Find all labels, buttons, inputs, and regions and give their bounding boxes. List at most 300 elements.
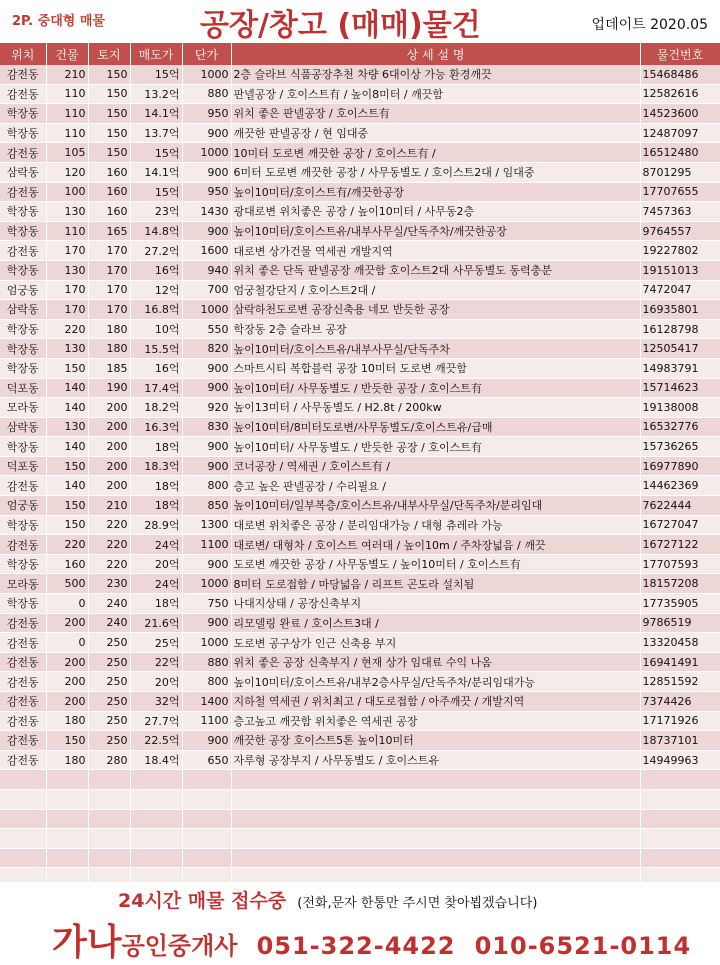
cell-description: 위치 좋은 단독 판넬공장 깨끗함 호이스트2대 사무동별도 동력충분 (231, 260, 640, 280)
cell-building: 180 (46, 750, 88, 770)
cell-land: 200 (88, 417, 130, 437)
cell-listing-id: 19138008 (640, 398, 720, 418)
col-header-location[interactable]: 위치 (0, 43, 46, 65)
table-row[interactable] (0, 515, 720, 535)
cell-description: 판넬공장 / 호이스트有 / 높이8미터 / 깨끗함 (231, 84, 640, 104)
table-header-row (0, 43, 720, 65)
cell-location: 감전동 (0, 535, 46, 555)
cell-land: 250 (88, 652, 130, 672)
cell-location: 학장동 (0, 260, 46, 280)
cell-building: 140 (46, 476, 88, 496)
cell-unit-price: 900 (182, 554, 231, 574)
cell-building: 200 (46, 672, 88, 692)
cell-description: 높이10미터/호이스트유/내부2층사무실/단독주차/분리임대가능 (231, 672, 640, 692)
cell-description: 스마트시티 복합블럭 공장 10미터 도로변 깨끗함 (231, 358, 640, 378)
cell-unit-price: 940 (182, 260, 231, 280)
cell-description: 대로변 위치좋은 공장 / 분리임대가능 / 대형 츄레라 가능 (231, 515, 640, 535)
cell-price: 20억 (130, 554, 182, 574)
cell-description: 학장동 2층 슬라브 공장 (231, 319, 640, 339)
cell-location: 학장동 (0, 123, 46, 143)
cell-price: 16억 (130, 260, 182, 280)
cell-listing-id: 16128798 (640, 319, 720, 339)
cell-listing-id: 16512480 (640, 143, 720, 163)
cell-location: 감전동 (0, 652, 46, 672)
cell-building: 500 (46, 574, 88, 594)
cell-location: 학장동 (0, 221, 46, 241)
cell-unit-price (182, 809, 231, 829)
cell-price: 24억 (130, 535, 182, 555)
tagline-note: (전화,문자 한통만 주시면 찾아뵙겠습니다) (297, 896, 538, 911)
cell-listing-id: 14949963 (640, 750, 720, 770)
cell-listing-id: 17707655 (640, 182, 720, 202)
cell-land: 250 (88, 711, 130, 731)
cell-location: 학장동 (0, 104, 46, 124)
cell-location: 삼락동 (0, 300, 46, 320)
table-row[interactable] (0, 731, 720, 751)
cell-description: 높이10미터/호이스트유/내부사무실/단독주차 (231, 339, 640, 359)
cell-location (0, 789, 46, 809)
cell-listing-id: 7374426 (640, 692, 720, 712)
cell-land: 160 (88, 202, 130, 222)
cell-price: 28.9억 (130, 515, 182, 535)
col-header-land[interactable]: 토지 (88, 43, 130, 65)
cell-building (46, 770, 88, 790)
cell-land (88, 770, 130, 790)
cell-land: 220 (88, 515, 130, 535)
cell-description (231, 770, 640, 790)
cell-description: 도로변 깨끗한 공장 / 사무동별도 / 높이10미터 / 호이스트有 (231, 554, 640, 574)
cell-land (88, 829, 130, 849)
cell-description (231, 789, 640, 809)
cell-description: 6미터 도로변 깨끗한 공장 / 사무동별도 / 호이스트2대 / 임대중 (231, 162, 640, 182)
cell-building: 120 (46, 162, 88, 182)
cell-land: 150 (88, 84, 130, 104)
cell-description: 높이10미터/ 사무동별도 / 반듯한 공장 / 호이스트有 (231, 437, 640, 457)
cell-location: 감전동 (0, 692, 46, 712)
cell-building: 150 (46, 358, 88, 378)
cell-location: 감전동 (0, 613, 46, 633)
cell-land: 150 (88, 65, 130, 84)
phone-mobile[interactable]: 010-6521-0114 (474, 932, 692, 960)
cell-unit-price: 1000 (182, 574, 231, 594)
table-row[interactable] (0, 711, 720, 731)
cell-unit-price: 1000 (182, 300, 231, 320)
cell-price: 18.3억 (130, 456, 182, 476)
cell-land: 280 (88, 750, 130, 770)
cell-location: 감전동 (0, 241, 46, 261)
cell-unit-price: 900 (182, 358, 231, 378)
cell-listing-id (640, 770, 720, 790)
cell-listing-id: 15736265 (640, 437, 720, 457)
cell-unit-price: 1100 (182, 711, 231, 731)
cell-listing-id: 12851592 (640, 672, 720, 692)
table-row[interactable] (0, 300, 720, 320)
cell-land: 220 (88, 554, 130, 574)
cell-location: 덕포동 (0, 456, 46, 476)
cell-location: 엄궁동 (0, 280, 46, 300)
cell-location: 감전동 (0, 182, 46, 202)
table-row[interactable] (0, 809, 720, 829)
cell-unit-price: 700 (182, 280, 231, 300)
cell-building (46, 829, 88, 849)
cell-land: 165 (88, 221, 130, 241)
table-row[interactable] (0, 437, 720, 457)
cell-listing-id (640, 848, 720, 868)
table-row[interactable] (0, 829, 720, 849)
cell-building: 180 (46, 711, 88, 731)
cell-unit-price: 800 (182, 476, 231, 496)
cell-price: 16.8억 (130, 300, 182, 320)
cell-price: 14.8억 (130, 221, 182, 241)
table-row[interactable] (0, 692, 720, 712)
cell-unit-price: 1100 (182, 535, 231, 555)
table-row[interactable] (0, 574, 720, 594)
cell-building: 150 (46, 731, 88, 751)
table-row[interactable] (0, 260, 720, 280)
cell-land: 160 (88, 162, 130, 182)
cell-unit-price: 900 (182, 378, 231, 398)
table-row[interactable] (0, 221, 720, 241)
cell-unit-price: 1300 (182, 515, 231, 535)
cell-building: 110 (46, 123, 88, 143)
cell-land: 250 (88, 692, 130, 712)
cell-price (130, 829, 182, 849)
cell-listing-id: 16941491 (640, 652, 720, 672)
cell-land: 240 (88, 613, 130, 633)
cell-building: 130 (46, 260, 88, 280)
cell-unit-price (182, 829, 231, 849)
cell-unit-price: 650 (182, 750, 231, 770)
cell-building: 110 (46, 104, 88, 124)
cell-description: 위치 좋은 공장 신축부지 / 현재 상가 임대료 수익 나옴 (231, 652, 640, 672)
cell-price: 14.1억 (130, 104, 182, 124)
cell-unit-price: 1000 (182, 65, 231, 84)
cell-description: 높이10미터/일부복층/호이스트유/내부사무실/단독주차/분리임대 (231, 496, 640, 516)
cell-location: 학장동 (0, 515, 46, 535)
cell-building: 160 (46, 554, 88, 574)
cell-land: 160 (88, 182, 130, 202)
cell-unit-price: 1000 (182, 633, 231, 653)
cell-unit-price: 750 (182, 594, 231, 614)
cell-description: 대로변 상가건물 역세권 개발지역 (231, 241, 640, 261)
cell-unit-price (182, 789, 231, 809)
cell-land: 170 (88, 280, 130, 300)
table-row[interactable] (0, 848, 720, 868)
cell-building: 150 (46, 496, 88, 516)
table-row[interactable] (0, 398, 720, 418)
footer-tagline-line (118, 886, 537, 913)
cell-land: 170 (88, 300, 130, 320)
phone-office[interactable]: 051-322-4422 (256, 932, 456, 960)
cell-price: 27.2억 (130, 241, 182, 261)
table-row[interactable] (0, 652, 720, 672)
cell-listing-id: 14983791 (640, 358, 720, 378)
cell-land: 150 (88, 143, 130, 163)
table-row[interactable] (0, 496, 720, 516)
cell-price: 22억 (130, 652, 182, 672)
brand-suffix: 공인중개사 (121, 932, 238, 960)
cell-listing-id (640, 829, 720, 849)
cell-description: 나대지상태 / 공장신축부지 (231, 594, 640, 614)
cell-price: 16.3억 (130, 417, 182, 437)
cell-location: 감전동 (0, 750, 46, 770)
table-row[interactable] (0, 554, 720, 574)
table-row[interactable] (0, 770, 720, 790)
cell-listing-id: 8701295 (640, 162, 720, 182)
table-row[interactable] (0, 202, 720, 222)
cell-building: 170 (46, 241, 88, 261)
cell-land: 185 (88, 358, 130, 378)
col-header-unit-price[interactable]: 단가 (182, 43, 231, 65)
cell-price: 25억 (130, 633, 182, 653)
table-row[interactable] (0, 358, 720, 378)
cell-land: 180 (88, 339, 130, 359)
col-header-listing-id[interactable]: 물건번호 (640, 43, 720, 65)
col-header-building[interactable]: 건물 (46, 43, 88, 65)
cell-building: 220 (46, 535, 88, 555)
cell-land: 150 (88, 123, 130, 143)
table-row[interactable] (0, 143, 720, 163)
cell-price: 21.6억 (130, 613, 182, 633)
cell-price: 16억 (130, 358, 182, 378)
cell-price: 13.7억 (130, 123, 182, 143)
cell-building: 0 (46, 633, 88, 653)
cell-land: 240 (88, 594, 130, 614)
cell-land (88, 789, 130, 809)
cell-location: 학장동 (0, 554, 46, 574)
table-row[interactable] (0, 104, 720, 124)
cell-location: 감전동 (0, 633, 46, 653)
table-row[interactable] (0, 162, 720, 182)
cell-description: 높이13미터 / 사무동별도 / H2.8t / 200kw (231, 398, 640, 418)
cell-description: 층고높고 깨끗함 위치좋은 역세권 공장 (231, 711, 640, 731)
cell-price: 17.4억 (130, 378, 182, 398)
cell-unit-price: 950 (182, 182, 231, 202)
cell-land: 250 (88, 633, 130, 653)
cell-unit-price: 1600 (182, 241, 231, 261)
cell-description: 높이10미터/8미터도로변/사무동별도/호이스트유/급매 (231, 417, 640, 437)
table-row[interactable] (0, 378, 720, 398)
cell-location: 모라동 (0, 398, 46, 418)
cell-listing-id: 19151013 (640, 260, 720, 280)
table-row[interactable] (0, 789, 720, 809)
cell-listing-id: 16727122 (640, 535, 720, 555)
table-row[interactable] (0, 123, 720, 143)
cell-land (88, 809, 130, 829)
cell-building: 150 (46, 456, 88, 476)
cell-land: 250 (88, 672, 130, 692)
table-row[interactable] (0, 476, 720, 496)
cell-description: 엄궁철강단지 / 호이스트2대 / (231, 280, 640, 300)
cell-description: 높이10미터/ 사무동별도 / 반듯한 공장 / 호이스트有 (231, 378, 640, 398)
cell-listing-id: 15468486 (640, 65, 720, 84)
cell-listing-id: 7472047 (640, 280, 720, 300)
cell-building: 100 (46, 182, 88, 202)
cell-building: 130 (46, 202, 88, 222)
update-date: 업데이트 2020.05 (591, 17, 708, 33)
table-row[interactable] (0, 633, 720, 653)
cell-unit-price: 830 (182, 417, 231, 437)
cell-price: 10억 (130, 319, 182, 339)
cell-listing-id: 14462369 (640, 476, 720, 496)
table-row[interactable] (0, 339, 720, 359)
table-row[interactable] (0, 182, 720, 202)
cell-description (231, 829, 640, 849)
cell-description: 대로변/ 대형차 / 호이스트 여러대 / 높이10m / 주차장넓음 / 깨끗 (231, 535, 640, 555)
cell-building: 140 (46, 378, 88, 398)
footer (0, 882, 720, 963)
cell-building: 200 (46, 652, 88, 672)
cell-price: 27.7억 (130, 711, 182, 731)
cell-listing-id: 15714623 (640, 378, 720, 398)
cell-price: 15억 (130, 65, 182, 84)
cell-unit-price: 900 (182, 731, 231, 751)
cell-price: 15.5억 (130, 339, 182, 359)
cell-listing-id: 16532776 (640, 417, 720, 437)
cell-building: 170 (46, 300, 88, 320)
cell-land: 200 (88, 437, 130, 457)
cell-description: 광대로변 위치좋은 공장 / 높이10미터 / 사무동2층 (231, 202, 640, 222)
cell-listing-id: 7457363 (640, 202, 720, 222)
cell-listing-id (640, 789, 720, 809)
cell-location: 학장동 (0, 594, 46, 614)
cell-location: 학장동 (0, 339, 46, 359)
table-row[interactable] (0, 750, 720, 770)
cell-description: 층고 높은 판넬공장 / 수리필요 / (231, 476, 640, 496)
cell-listing-id: 17735905 (640, 594, 720, 614)
cell-listing-id: 16935801 (640, 300, 720, 320)
cell-unit-price: 820 (182, 339, 231, 359)
cell-unit-price: 800 (182, 672, 231, 692)
table-row[interactable] (0, 84, 720, 104)
cell-land: 230 (88, 574, 130, 594)
cell-description: 깨끗한 공장 호이스트5톤 높이10미터 (231, 731, 640, 751)
cell-land: 210 (88, 496, 130, 516)
cell-unit-price: 900 (182, 221, 231, 241)
cell-unit-price: 1400 (182, 692, 231, 712)
cell-listing-id: 12487097 (640, 123, 720, 143)
cell-unit-price: 880 (182, 652, 231, 672)
table-row[interactable] (0, 65, 720, 84)
cell-location: 학장동 (0, 437, 46, 457)
cell-description: 8미터 도로접함 / 마당넓음 / 리프트 곤도라 설치됨 (231, 574, 640, 594)
cell-location: 감전동 (0, 84, 46, 104)
col-header-price[interactable]: 매도가 (130, 43, 182, 65)
cell-location (0, 770, 46, 790)
cell-description: 리모델링 완료 / 호이스트3대 / (231, 613, 640, 633)
cell-price: 14.1억 (130, 162, 182, 182)
cell-description: 지하철 역세권 / 위치최고 / 대도로접함 / 아주깨끗 / 개발지역 (231, 692, 640, 712)
cell-description: 깨끗한 판넬공장 / 현 임대중 (231, 123, 640, 143)
cell-price: 12억 (130, 280, 182, 300)
cell-location: 감전동 (0, 143, 46, 163)
cell-location (0, 848, 46, 868)
cell-location: 덕포동 (0, 378, 46, 398)
cell-building (46, 809, 88, 829)
brand-name: 가나 (52, 922, 122, 963)
cell-land: 220 (88, 535, 130, 555)
table-body (0, 65, 720, 907)
cell-location: 감전동 (0, 476, 46, 496)
cell-land: 150 (88, 104, 130, 124)
table-row[interactable] (0, 594, 720, 614)
cell-location (0, 809, 46, 829)
cell-price (130, 848, 182, 868)
table-row[interactable] (0, 535, 720, 555)
cell-unit-price (182, 770, 231, 790)
cell-listing-id: 16977890 (640, 456, 720, 476)
cell-building: 0 (46, 594, 88, 614)
cell-building: 105 (46, 143, 88, 163)
cell-price: 18억 (130, 476, 182, 496)
cell-building: 140 (46, 437, 88, 457)
page-title: 공장/창고 (매매)물건 (200, 8, 481, 43)
table-row[interactable] (0, 241, 720, 261)
cell-price: 13.2억 (130, 84, 182, 104)
table-row[interactable] (0, 280, 720, 300)
cell-unit-price: 900 (182, 162, 231, 182)
col-header-description[interactable]: 상 세 설 명 (231, 43, 640, 65)
cell-listing-id: 7622444 (640, 496, 720, 516)
table-row[interactable] (0, 319, 720, 339)
cell-unit-price (182, 848, 231, 868)
cell-location: 학장동 (0, 358, 46, 378)
cell-unit-price: 1430 (182, 202, 231, 222)
cell-listing-id: 9786519 (640, 613, 720, 633)
cell-price: 18억 (130, 496, 182, 516)
cell-description: 위치 좋은 판넬공장 / 호이스트有 (231, 104, 640, 124)
cell-location: 학장동 (0, 319, 46, 339)
cell-price: 18.2억 (130, 398, 182, 418)
cell-location: 학장동 (0, 202, 46, 222)
cell-price: 18억 (130, 437, 182, 457)
cell-location: 감전동 (0, 711, 46, 731)
cell-price: 18억 (130, 594, 182, 614)
cell-price: 24억 (130, 574, 182, 594)
cell-listing-id: 19227802 (640, 241, 720, 261)
table-row[interactable] (0, 417, 720, 437)
cell-unit-price: 1000 (182, 143, 231, 163)
page-label: 2P. 중대형 매물 (12, 14, 105, 29)
cell-building: 210 (46, 65, 88, 84)
cell-description: 자루형 공장부지 / 사무동별도 / 호이스트유 (231, 750, 640, 770)
cell-location: 엄궁동 (0, 496, 46, 516)
cell-location: 감전동 (0, 65, 46, 84)
table-row[interactable] (0, 456, 720, 476)
cell-unit-price: 950 (182, 104, 231, 124)
cell-description: 10미터 도로변 깨끗한 공장 / 호이스트有 / (231, 143, 640, 163)
cell-listing-id: 9764557 (640, 221, 720, 241)
cell-description (231, 848, 640, 868)
cell-unit-price: 900 (182, 123, 231, 143)
cell-unit-price: 900 (182, 437, 231, 457)
cell-price: 22.5억 (130, 731, 182, 751)
cell-building: 220 (46, 319, 88, 339)
cell-price (130, 789, 182, 809)
cell-location: 감전동 (0, 672, 46, 692)
cell-building: 170 (46, 280, 88, 300)
cell-unit-price: 900 (182, 456, 231, 476)
cell-unit-price: 880 (182, 84, 231, 104)
cell-price: 15억 (130, 143, 182, 163)
cell-building: 110 (46, 221, 88, 241)
cell-description: 삼락하천도로변 공장신축용 네모 반듯한 공장 (231, 300, 640, 320)
table-row[interactable] (0, 672, 720, 692)
cell-land: 170 (88, 260, 130, 280)
cell-unit-price: 850 (182, 496, 231, 516)
table-row[interactable] (0, 613, 720, 633)
cell-land: 200 (88, 476, 130, 496)
